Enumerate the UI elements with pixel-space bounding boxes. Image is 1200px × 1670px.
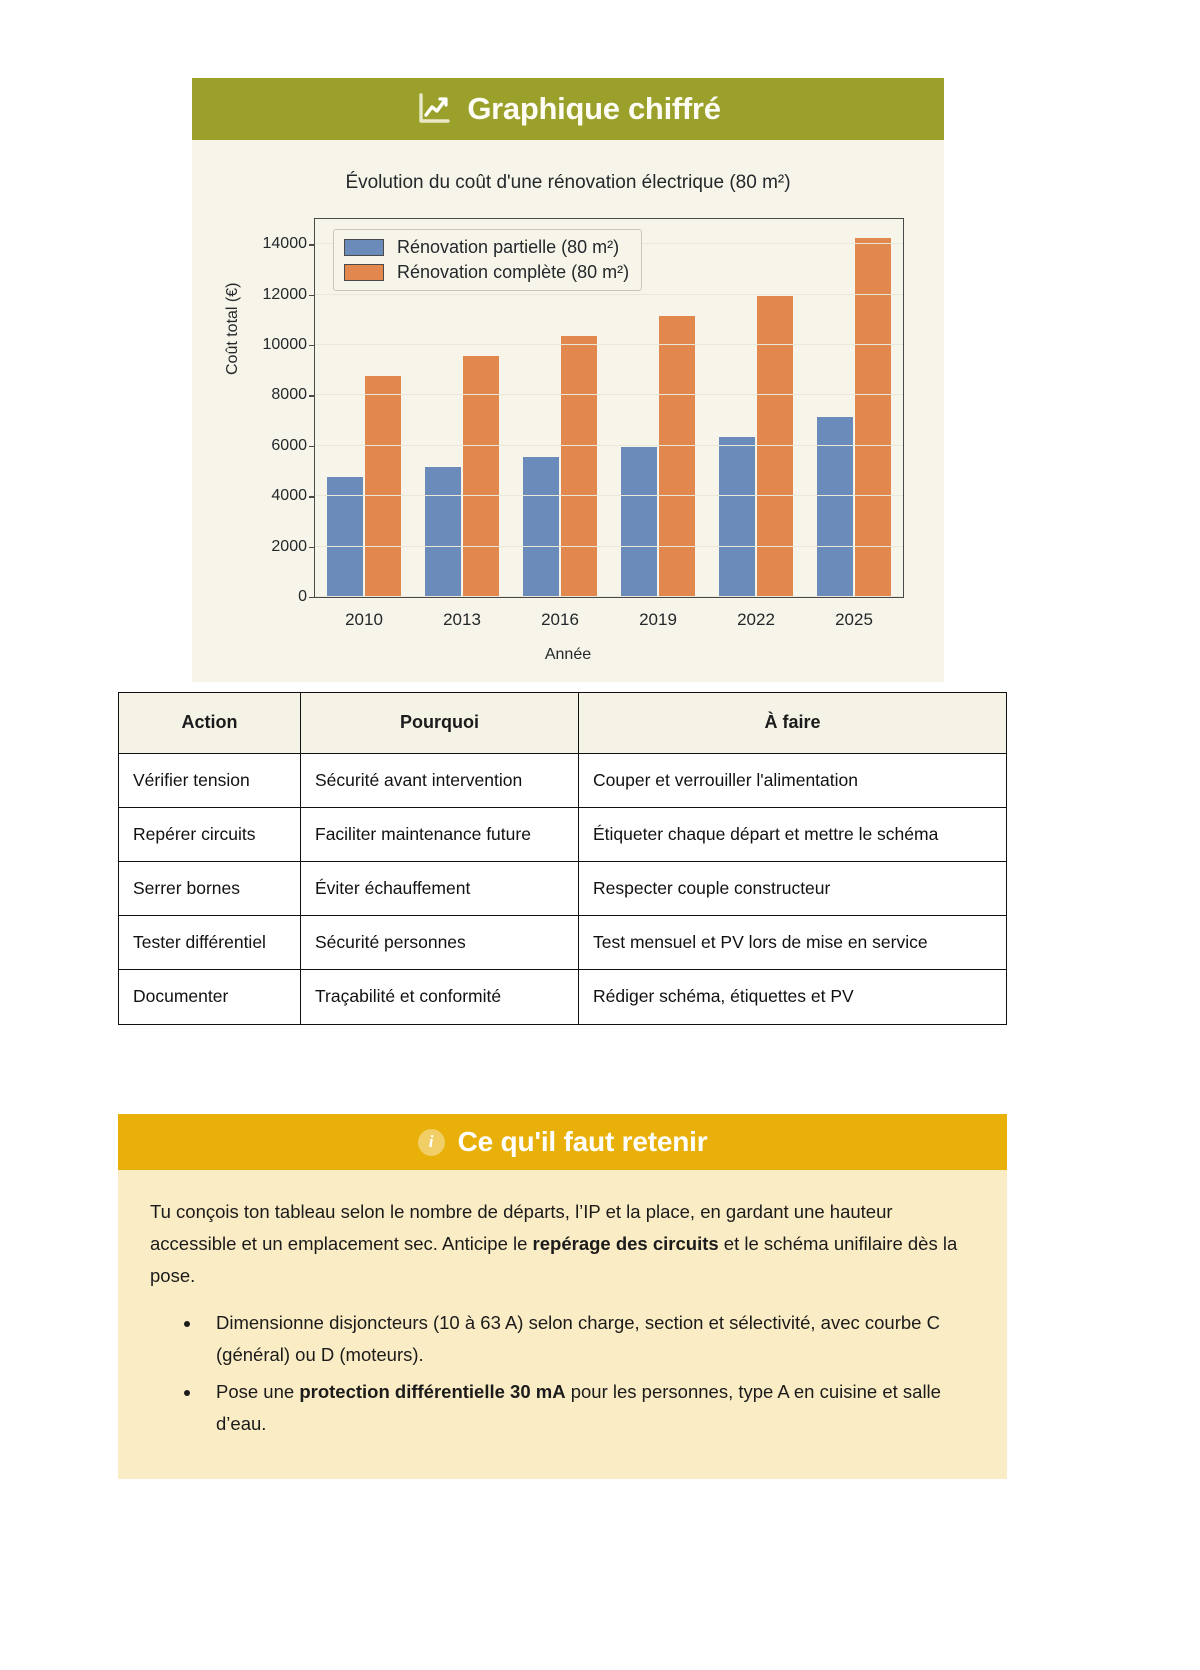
table-cell-pourquoi: Sécurité avant intervention — [301, 753, 579, 807]
y-axis-label: Coût total (€) — [224, 282, 241, 375]
legend-item-complete — [344, 262, 629, 283]
callout-paragraph — [150, 1196, 975, 1291]
chart-gridline — [315, 596, 903, 597]
bar-complete-2010 — [364, 375, 402, 597]
legend-swatch-complete — [344, 264, 384, 281]
legend-label-complete: Rénovation complète (80 m²) — [397, 262, 630, 282]
table-row — [119, 753, 1007, 807]
chart-card-title: Graphique chiffré — [467, 91, 721, 126]
chart-plot — [218, 210, 918, 663]
y-axis-tick: 10000 — [262, 336, 307, 353]
table-row — [119, 862, 1007, 916]
table-cell-pourquoi: Éviter échauffement — [301, 862, 579, 916]
bar-partielle-2025 — [816, 416, 854, 597]
table-cell-afaire: Étiqueter chaque départ et mettre le schéma — [579, 808, 1007, 862]
x-axis-tick: 2016 — [541, 610, 579, 629]
chart-title: Évolution du coût d'une rénovation électrique (80 m²) — [345, 172, 791, 193]
bar-group — [707, 219, 805, 629]
callout-bullet-bold: protection différentielle 30 mA — [299, 1381, 566, 1403]
table-cell-action: Serrer bornes — [119, 862, 301, 916]
y-axis-tick: 0 — [298, 588, 307, 605]
callout-bullet-part2: pour les personnes, type A en cuisine et salle d’eau. — [216, 1381, 941, 1434]
table-cell-afaire: Test mensuel et PV lors de mise en service — [579, 916, 1007, 970]
bar-partielle-2016 — [522, 456, 560, 597]
table-cell-action: Vérifier tension — [119, 753, 301, 807]
callout-paragraph-part2: et le schéma unifilaire dès la pose. — [150, 1232, 958, 1286]
y-axis-tick: 6000 — [271, 436, 307, 454]
callout-paragraph-part1: Tu conçois ton tableau selon le nombre de départs, l’IP et la place, en gardant une hauteur accessible et un emplacement sec. Anticipe le — [150, 1201, 893, 1254]
table-cell-action: Tester différentiel — [119, 916, 301, 970]
legend-swatch-partielle — [344, 239, 384, 256]
chart-gridline — [315, 394, 903, 395]
table-row — [119, 970, 1007, 1024]
table-header-row — [119, 693, 1007, 754]
bar-complete-2016 — [560, 335, 598, 597]
callout-bullet-list — [150, 1307, 975, 1439]
bar-complete-2019 — [658, 315, 696, 597]
chart-gridline — [315, 495, 903, 496]
x-axis-tick: 2022 — [737, 610, 775, 629]
bar-partielle-2013 — [424, 466, 462, 597]
bar-group — [805, 219, 903, 629]
table-header-pourquoi: Pourquoi — [301, 693, 579, 754]
callout-bullet — [202, 1376, 975, 1440]
bar-complete-2013 — [462, 355, 500, 597]
y-axis-tick: 12000 — [262, 285, 307, 303]
plot-area — [262, 218, 904, 629]
y-axis-tick: 4000 — [271, 487, 307, 505]
x-axis-tick: 2019 — [639, 610, 677, 629]
line-chart-icon — [415, 90, 453, 128]
chart-card-header — [192, 78, 944, 140]
table-cell-action: Repérer circuits — [119, 808, 301, 862]
table-row — [119, 808, 1007, 862]
chart-legend — [333, 229, 642, 291]
callout-title: Ce qu'il faut retenir — [457, 1126, 708, 1157]
callout-bullet — [202, 1307, 975, 1371]
x-axis-tick: 2013 — [443, 610, 481, 629]
chart-card — [192, 78, 944, 682]
table-header-action: Action — [119, 693, 301, 754]
x-axis-tick: 2025 — [835, 610, 873, 629]
callout-body — [118, 1170, 1007, 1479]
bar-partielle-2019 — [620, 446, 658, 597]
table-body — [119, 753, 1007, 1024]
table-cell-pourquoi: Traçabilité et conformité — [301, 970, 579, 1024]
legend-item-partielle — [344, 237, 629, 258]
chart-gridline — [315, 445, 903, 446]
chart-card-body — [192, 140, 944, 682]
y-axis-tick: 14000 — [262, 235, 307, 253]
callout-bullet-part1: Dimensionne disjoncteurs (10 à 63 A) selon charge, section et sélectivité, avec courbe C (général) ou D (moteurs). — [216, 1312, 940, 1366]
legend-label-partielle: Rénovation partielle (80 m²) — [397, 237, 620, 257]
table-cell-pourquoi: Sécurité personnes — [301, 916, 579, 970]
table-cell-afaire: Respecter couple constructeur — [579, 862, 1007, 916]
callout-retenir — [118, 1114, 1007, 1479]
table-cell-afaire: Couper et verrouiller l'alimentation — [579, 753, 1007, 807]
bar-partielle-2010 — [326, 476, 364, 597]
x-axis-label: Année — [544, 646, 592, 663]
chart-gridline — [315, 344, 903, 345]
table-row — [119, 916, 1007, 970]
y-axis-tick: 2000 — [271, 537, 307, 555]
table-cell-afaire: Rédiger schéma, étiquettes et PV — [579, 970, 1007, 1024]
callout-header — [118, 1114, 1007, 1170]
table-header-afaire: À faire — [579, 693, 1007, 754]
table-cell-pourquoi: Faciliter maintenance future — [301, 808, 579, 862]
chart-gridline — [315, 546, 903, 547]
y-axis-tick: 8000 — [271, 386, 307, 404]
callout-bullet-part1: Pose une — [216, 1381, 300, 1403]
bar-complete-2025 — [854, 237, 892, 597]
bar-partielle-2022 — [718, 436, 756, 597]
x-axis-tick: 2010 — [345, 610, 383, 629]
callout-paragraph-bold: repérage des circuits — [532, 1232, 719, 1254]
info-icon: i — [418, 1129, 445, 1156]
chart-gridline — [315, 294, 903, 295]
table-cell-action: Documenter — [119, 970, 301, 1024]
actions-table — [118, 692, 1007, 1025]
